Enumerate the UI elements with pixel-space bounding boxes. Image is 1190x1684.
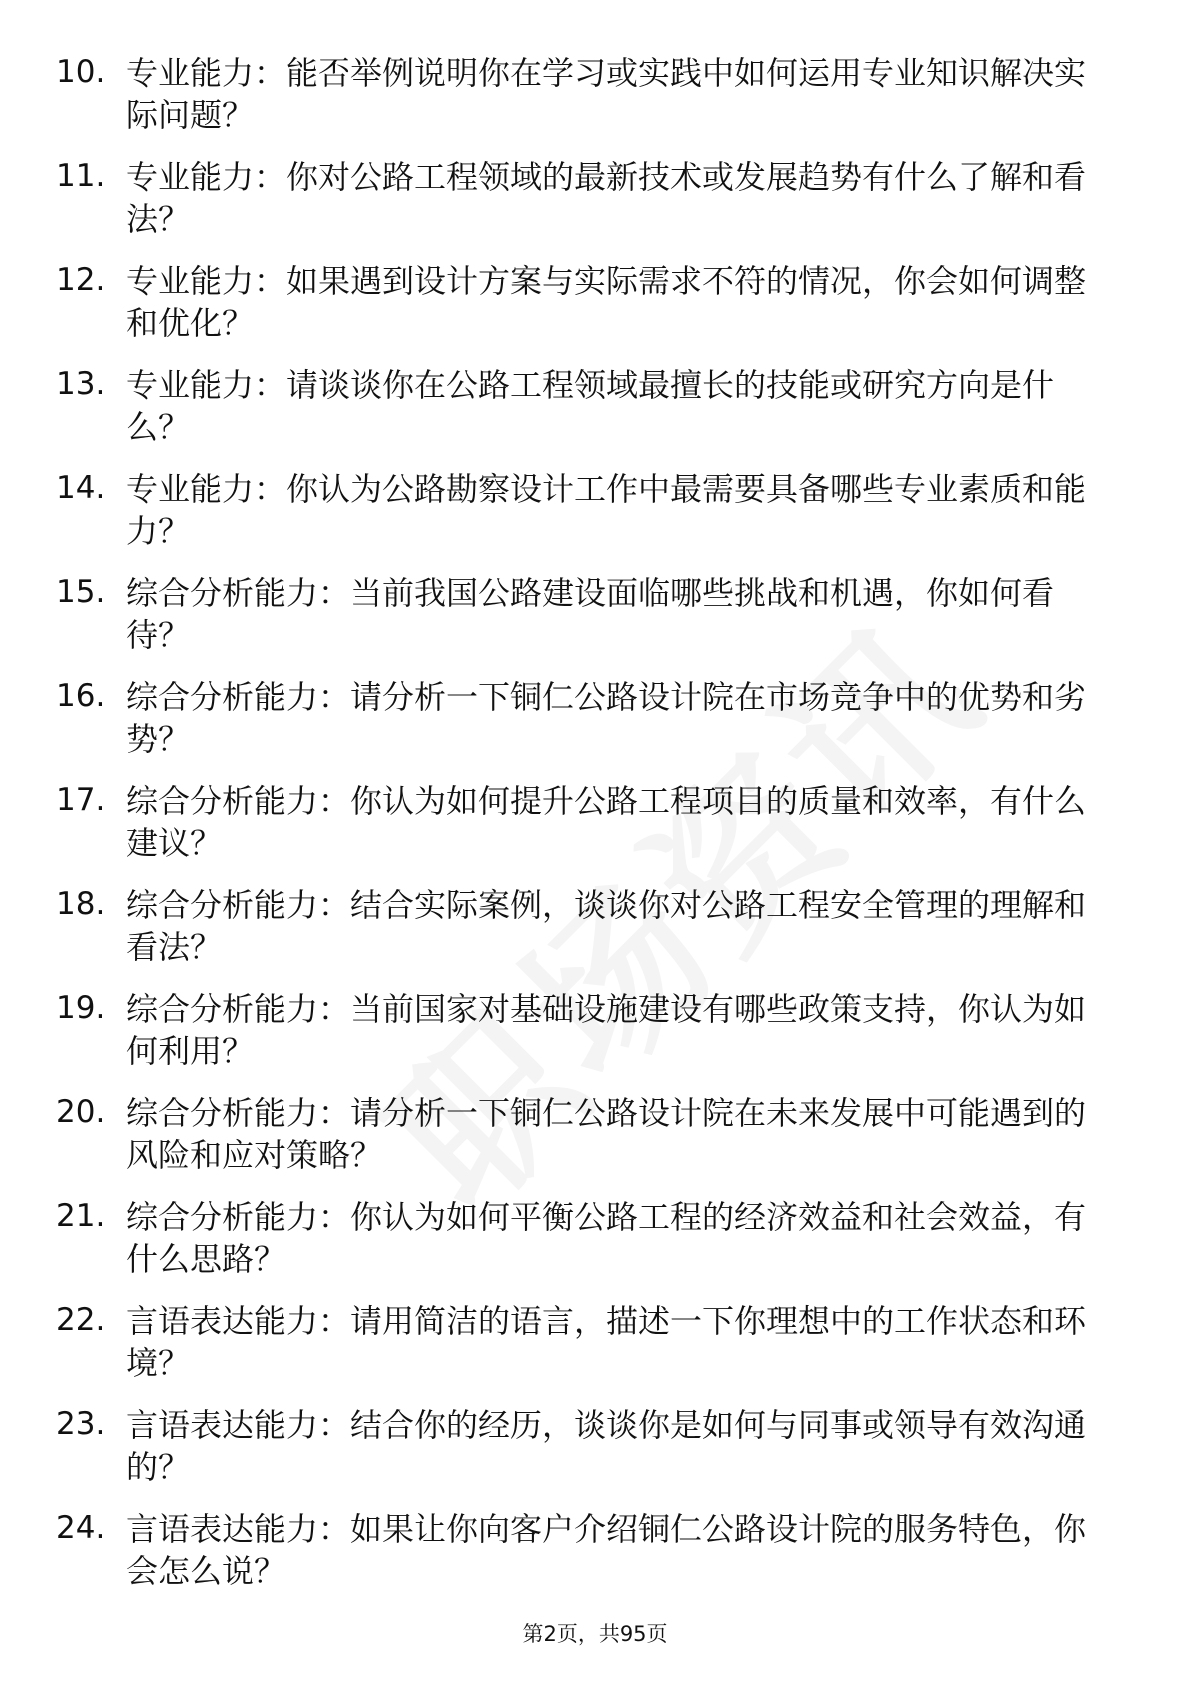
question-number: 19. — [56, 990, 106, 1026]
question-item — [0, 676, 1190, 780]
question-number: 22. — [56, 1302, 106, 1338]
page-indicator: 第2页，共95页 — [522, 1622, 668, 1646]
question-text: 综合分析能力：你认为如何提升公路工程项目的质量和效率，有什么建议？ — [126, 782, 1087, 862]
page-footer — [0, 1620, 1190, 1648]
question-number: 20. — [56, 1094, 106, 1130]
question-text: 专业能力：请谈谈你在公路工程领域最擅长的技能或研究方向是什么？ — [126, 366, 1055, 446]
question-item — [0, 1196, 1190, 1300]
question-text: 综合分析能力：请分析一下铜仁公路设计院在未来发展中可能遇到的风险和应对策略？ — [126, 1094, 1087, 1174]
question-text: 专业能力：如果遇到设计方案与实际需求不符的情况，你会如何调整和优化？ — [126, 262, 1087, 342]
question-item — [0, 1092, 1190, 1196]
question-number: 23. — [56, 1406, 106, 1442]
question-number: 10. — [56, 54, 106, 90]
question-item — [0, 1404, 1190, 1508]
question-item — [0, 780, 1190, 884]
question-number: 16. — [56, 678, 106, 714]
question-number: 12. — [56, 262, 106, 298]
question-item — [0, 1508, 1190, 1612]
question-text: 综合分析能力：请分析一下铜仁公路设计院在市场竞争中的优势和劣势？ — [126, 678, 1087, 758]
question-number: 13. — [56, 366, 106, 402]
question-item — [0, 52, 1190, 156]
question-item — [0, 364, 1190, 468]
question-item — [0, 260, 1190, 364]
question-text: 专业能力：你对公路工程领域的最新技术或发展趋势有什么了解和看法？ — [126, 158, 1087, 238]
question-text: 言语表达能力：结合你的经历，谈谈你是如何与同事或领导有效沟通的？ — [126, 1406, 1087, 1486]
question-text: 综合分析能力：你认为如何平衡公路工程的经济效益和社会效益，有什么思路？ — [126, 1198, 1087, 1278]
question-text: 言语表达能力：请用简洁的语言，描述一下你理想中的工作状态和环境？ — [126, 1302, 1087, 1382]
question-number: 11. — [56, 158, 106, 194]
question-item — [0, 468, 1190, 572]
question-number: 24. — [56, 1510, 106, 1546]
question-text: 综合分析能力：当前我国公路建设面临哪些挑战和机遇，你如何看待？ — [126, 574, 1055, 654]
question-item — [0, 1300, 1190, 1404]
question-text: 综合分析能力：结合实际案例，谈谈你对公路工程安全管理的理解和看法？ — [126, 886, 1087, 966]
question-text: 专业能力：能否举例说明你在学习或实践中如何运用专业知识解决实际问题？ — [126, 54, 1087, 134]
question-text: 专业能力：你认为公路勘察设计工作中最需要具备哪些专业素质和能力？ — [126, 470, 1087, 550]
question-item — [0, 988, 1190, 1092]
question-item — [0, 156, 1190, 260]
question-text: 综合分析能力：当前国家对基础设施建设有哪些政策支持，你认为如何利用？ — [126, 990, 1087, 1070]
question-list — [0, 52, 1190, 1612]
question-item — [0, 884, 1190, 988]
question-text: 言语表达能力：如果让你向客户介绍铜仁公路设计院的服务特色，你会怎么说？ — [126, 1510, 1087, 1590]
question-number: 18. — [56, 886, 106, 922]
question-number: 14. — [56, 470, 106, 506]
question-number: 15. — [56, 574, 106, 610]
question-item — [0, 572, 1190, 676]
question-number: 17. — [56, 782, 106, 818]
question-number: 21. — [56, 1198, 106, 1234]
